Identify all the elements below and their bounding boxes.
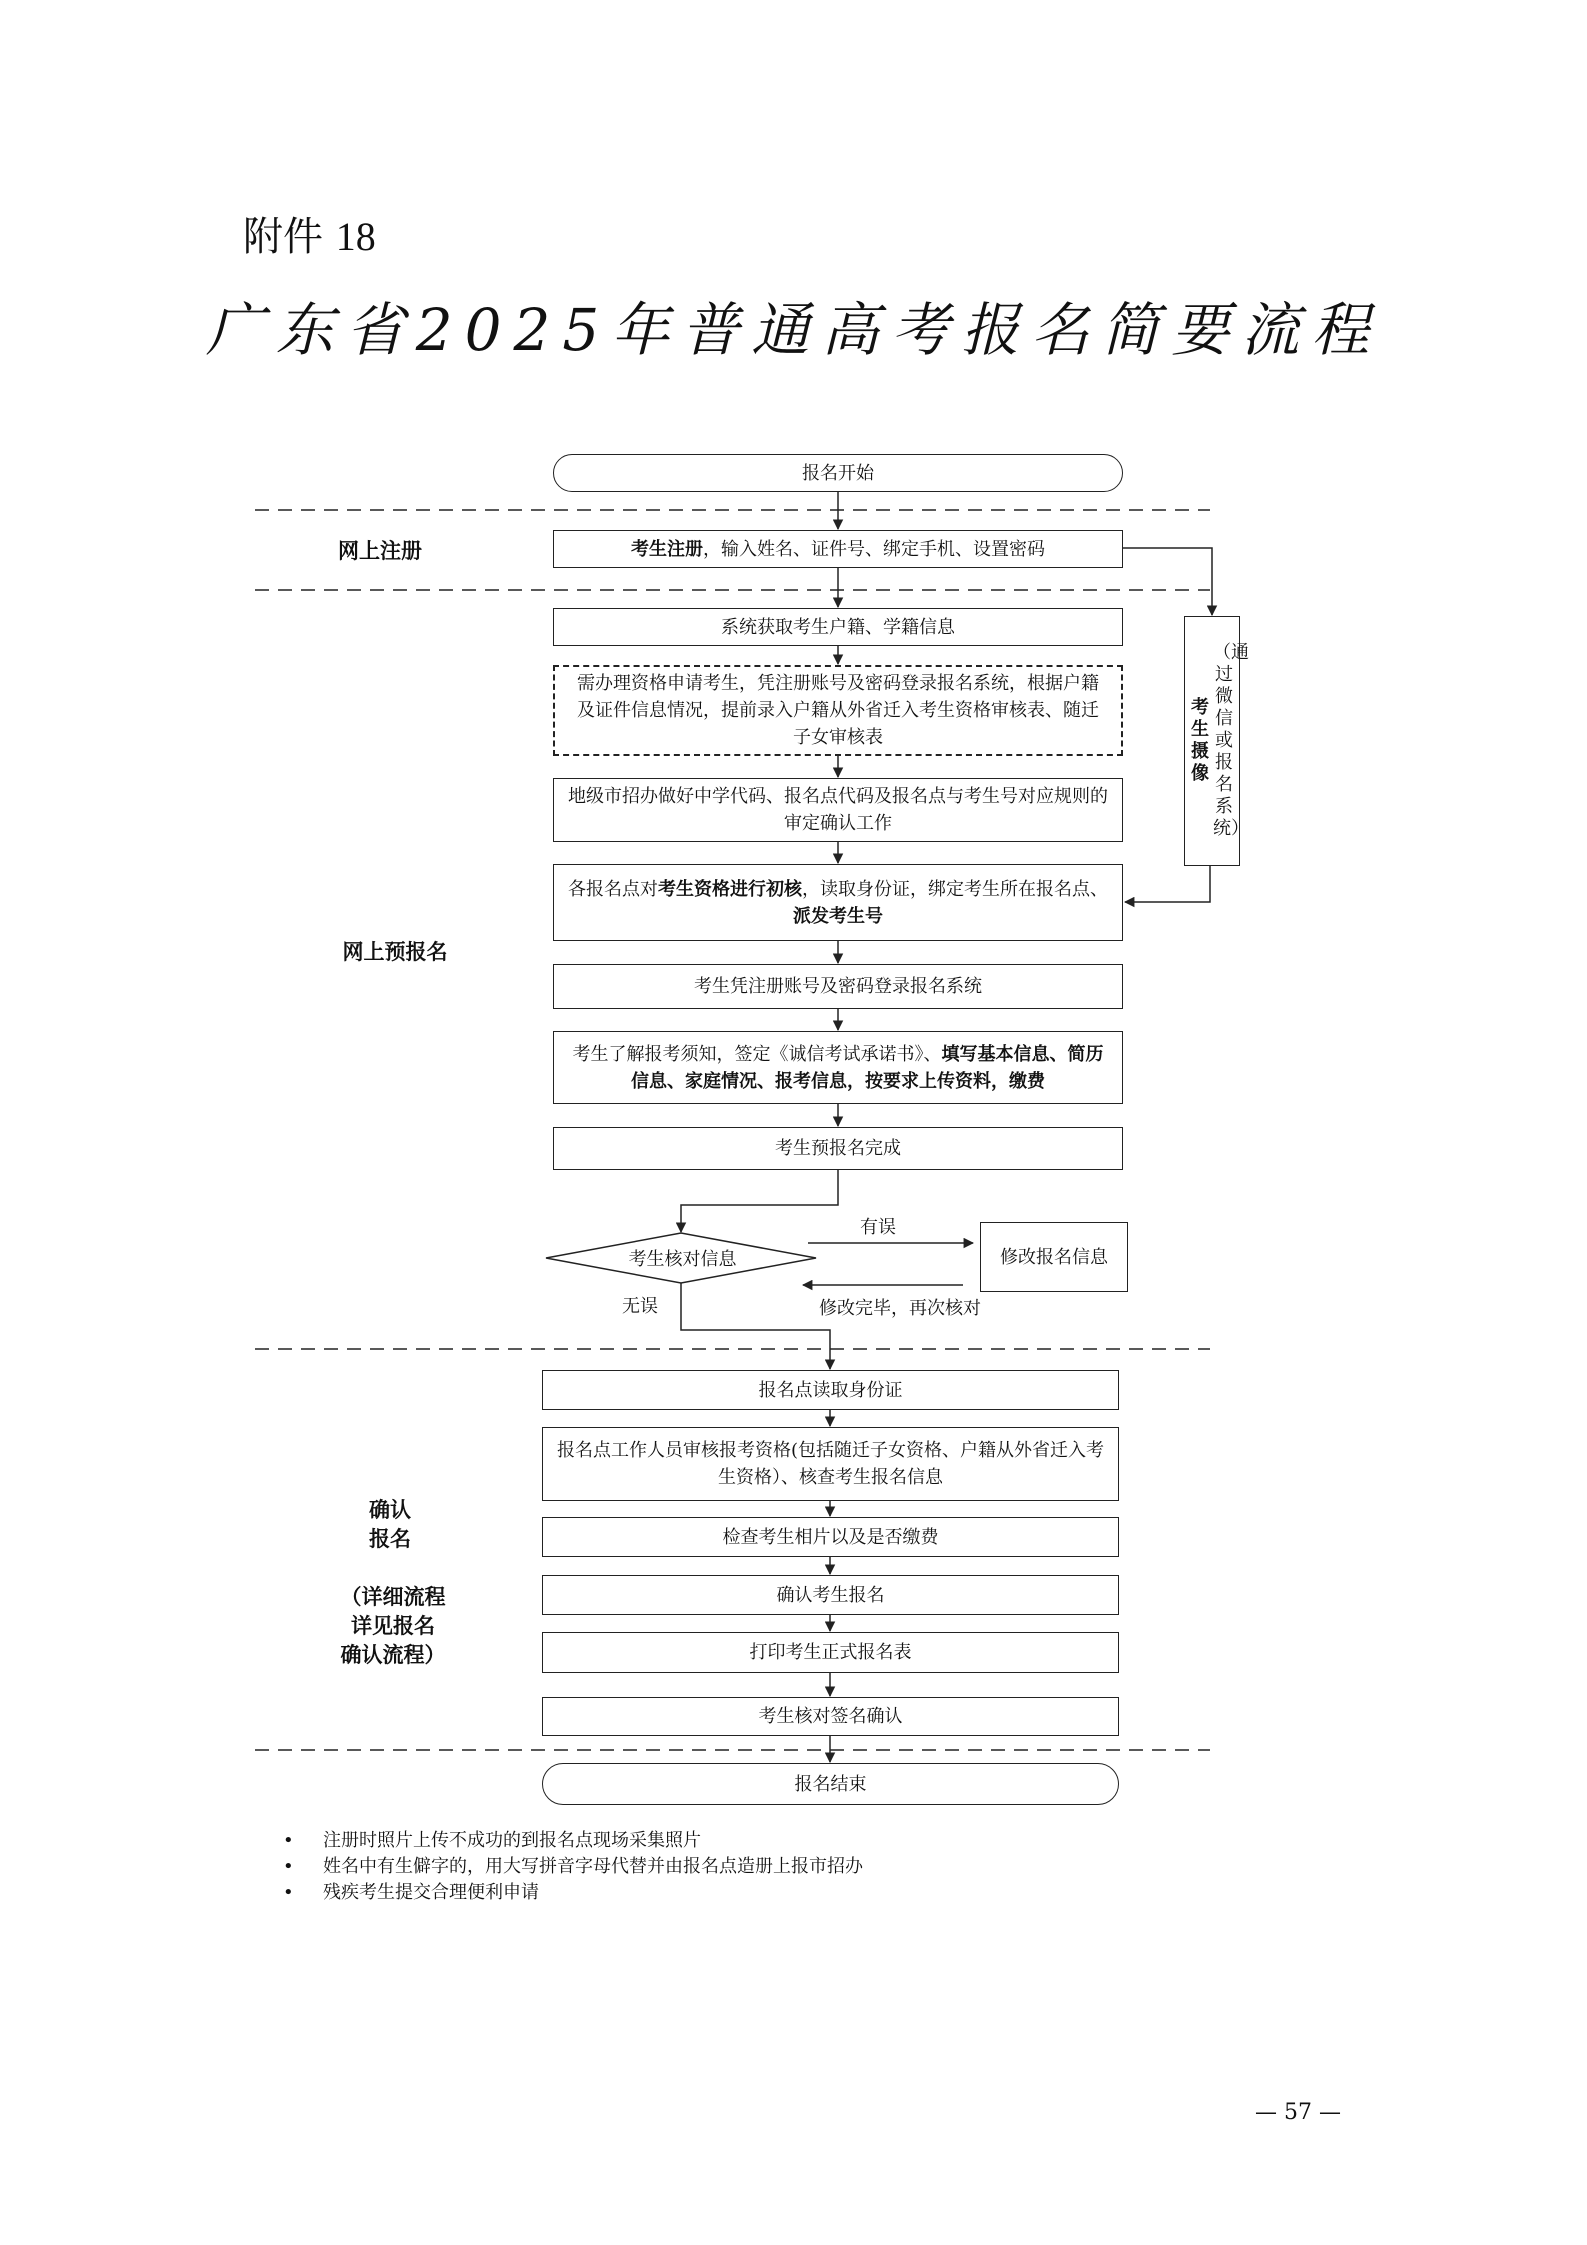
side-bold-text: 考生摄像	[1191, 697, 1209, 784]
side-vertical-text: （通过微信或报名系统）	[1213, 642, 1249, 839]
initial-check-box: 各报名点对考生资格进行初核，读取身份证，绑定考生所在报名点、派发考生号	[553, 864, 1123, 941]
note-item: • 残疾考生提交合理便利申请	[283, 1880, 863, 1906]
stage-online-register: 网上注册	[338, 539, 422, 563]
attachment-label: 附件 18	[243, 214, 376, 260]
print-box: 打印考生正式报名表	[542, 1632, 1119, 1673]
sign-box: 考生核对签名确认	[542, 1697, 1119, 1736]
stage-confirm-note: （详细流程 详见报名 确认流程）	[340, 1585, 446, 1667]
fill-info-box: 考生了解报考须知，签定《诚信考试承诺书》、填写基本信息、简历信息、家庭情况、报考信息，按要求上传资料，缴费	[553, 1031, 1123, 1104]
notes-list	[283, 1828, 863, 1906]
page-number: — 57 —	[1255, 2100, 1341, 2125]
edit-done-label: 修改完毕，再次核对	[819, 1298, 981, 1319]
start-node: 报名开始	[553, 454, 1123, 492]
end-node: 报名结束	[542, 1763, 1119, 1805]
confirm-box: 确认考生报名	[542, 1575, 1119, 1615]
stage-online-prereg: 网上预报名	[342, 940, 448, 964]
arrow-verify-readid	[681, 1283, 830, 1369]
check-photo-box: 检查考生相片以及是否缴费	[542, 1517, 1119, 1557]
city-work-box: 地级市招办做好中学代码、报名点代码及报名点与考生号对应规则的审定确认工作	[553, 778, 1123, 842]
verify-label: 考生核对信息	[628, 1249, 737, 1270]
prereg-done-box: 考生预报名完成	[553, 1127, 1123, 1170]
side-camera-box	[1184, 616, 1249, 866]
arrow-done-verify	[681, 1170, 838, 1232]
login-box: 考生凭注册账号及密码登录报名系统	[553, 964, 1123, 1009]
has-error-label: 有误	[860, 1217, 896, 1238]
note-item: • 姓名中有生僻字的，用大写拼音字母代替并由报名点造册上报市招办	[283, 1854, 863, 1880]
fetch-info-box: 系统获取考生户籍、学籍信息	[553, 608, 1123, 646]
edit-info-box: 修改报名信息	[980, 1222, 1128, 1292]
arrow-side-check	[1125, 866, 1210, 902]
qualification-box: 需办理资格申请考生，凭注册账号及密码登录报名系统，根据户籍及证件信息情况，提前录入户籍从外省迁入考生资格审核表、随迁子女审核表	[553, 665, 1123, 756]
staff-review-box: 报名点工作人员审核报考资格(包括随迁子女资格、户籍从外省迁入考生资格）、核查考生报名信息	[542, 1427, 1119, 1501]
page-title: 广东省2025年普通高考报名简要流程	[205, 296, 1382, 364]
register-box: 考生注册，输入姓名、证件号、绑定手机、设置密码	[553, 530, 1123, 568]
no-error-label: 无误	[622, 1296, 658, 1317]
note-item: • 注册时照片上传不成功的到报名点现场采集照片	[283, 1828, 863, 1854]
read-id-box: 报名点读取身份证	[542, 1370, 1119, 1410]
stage-confirm: 确认 报名	[369, 1498, 411, 1551]
arrow-register-side	[1123, 548, 1212, 615]
